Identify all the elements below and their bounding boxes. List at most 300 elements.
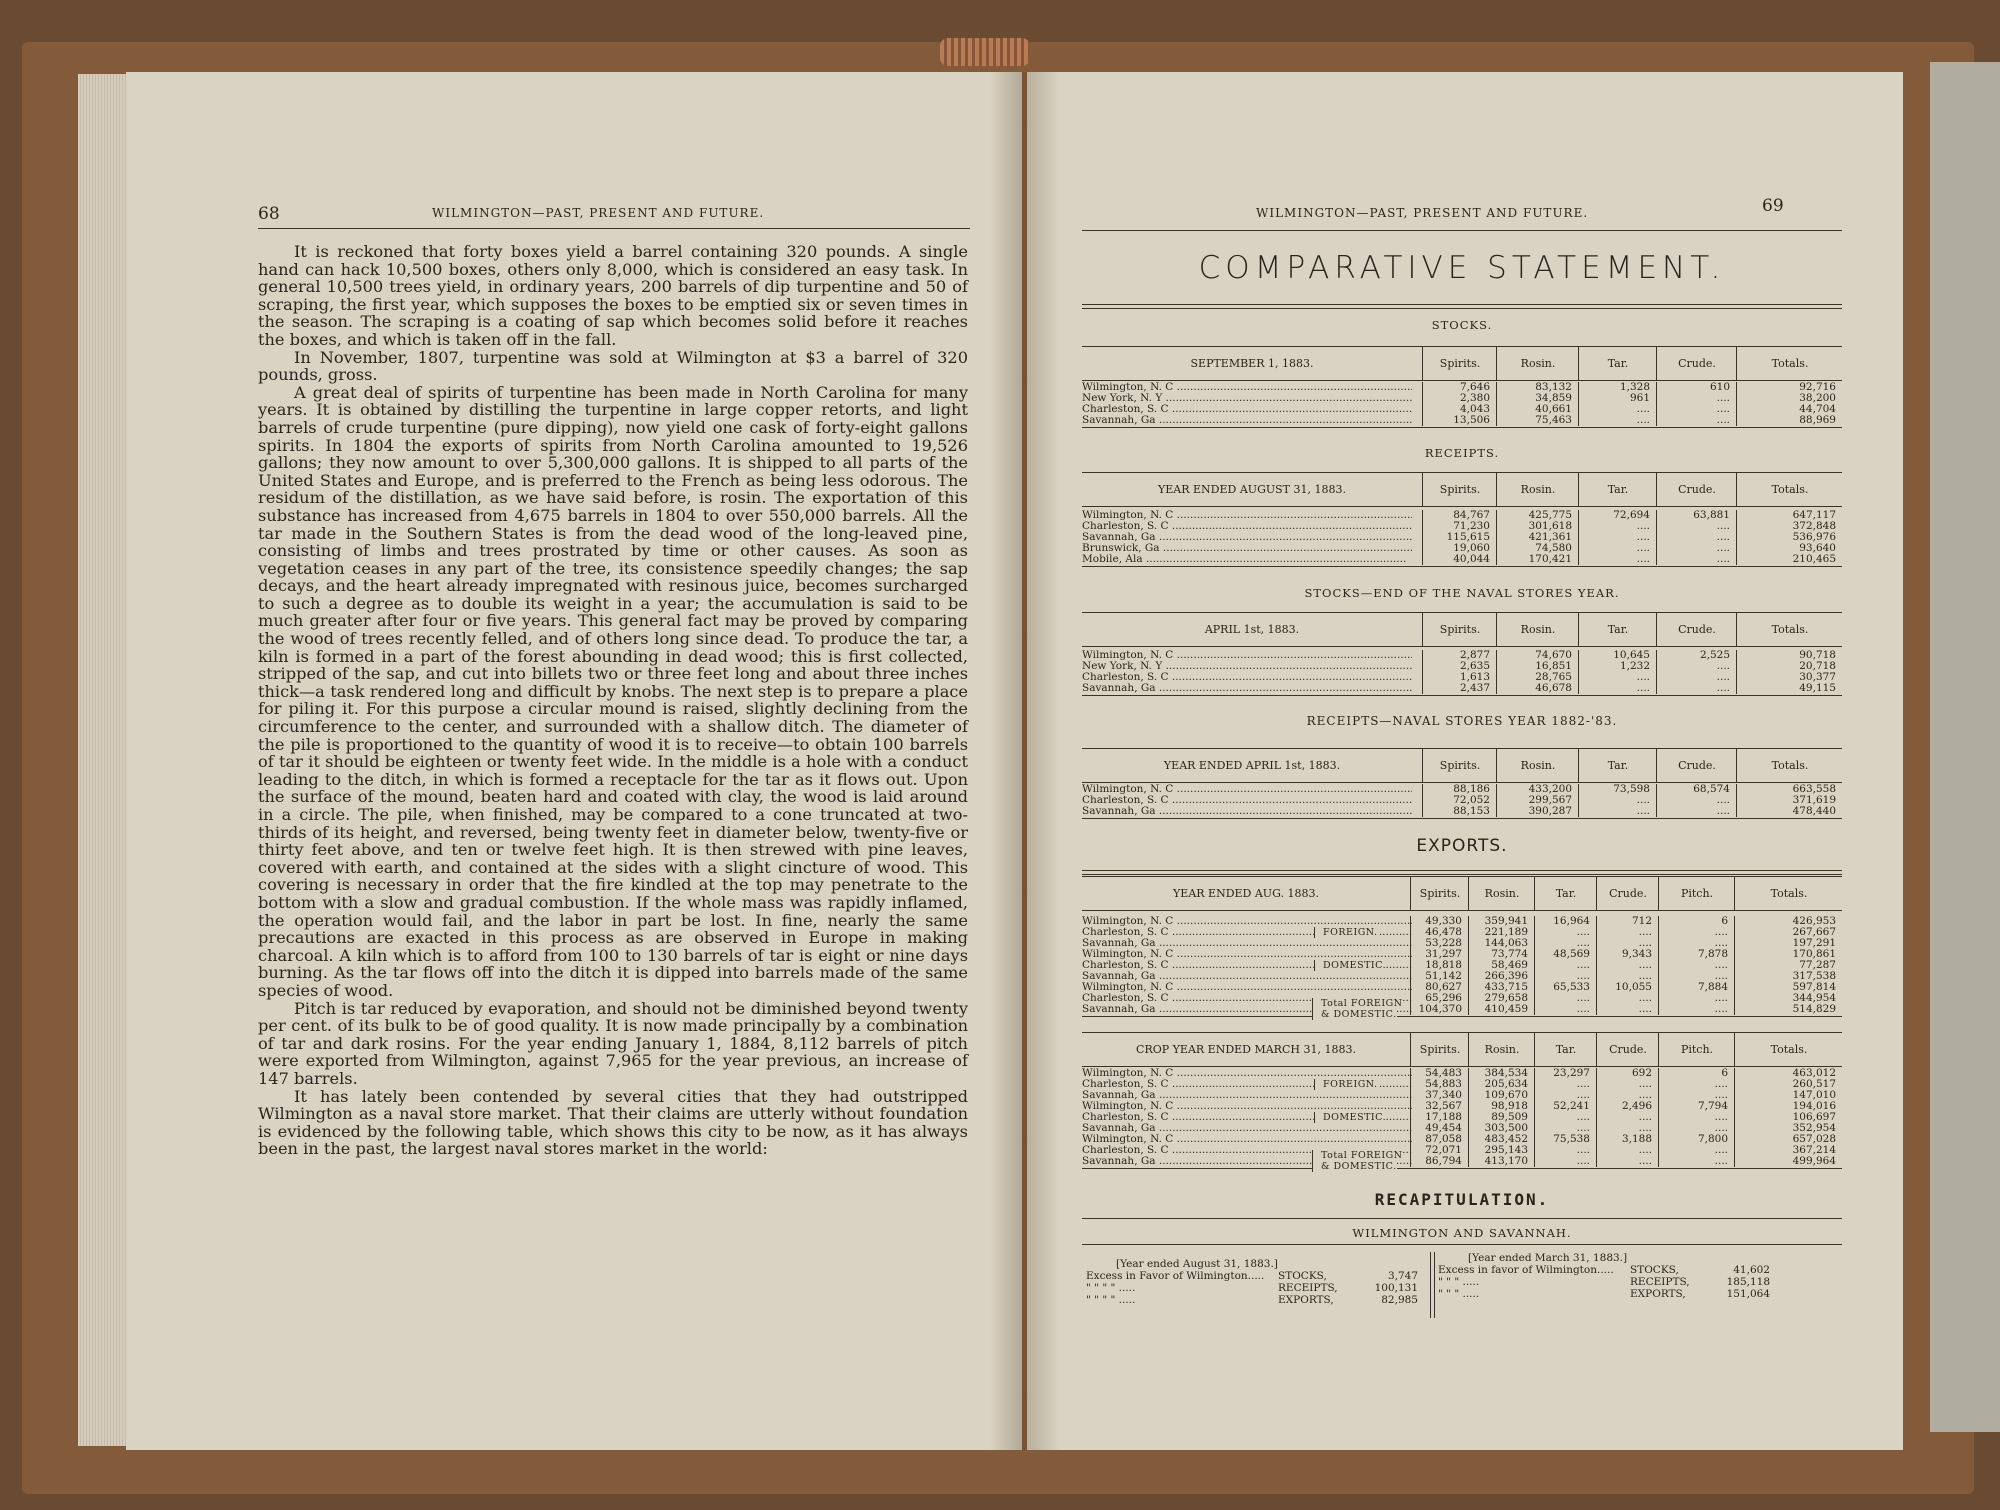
right-head-rule	[1082, 230, 1842, 231]
cell-value: 10,645	[1613, 650, 1650, 661]
cell-value: ....	[1714, 971, 1728, 982]
row-label: Savannah, Ga .....	[1082, 1090, 1412, 1101]
exports-double-rule	[1082, 870, 1842, 875]
cell-value: 44,704	[1799, 404, 1836, 415]
receipts-year-header	[1082, 748, 1842, 783]
row-label: Mobile, Ala .....	[1082, 554, 1412, 565]
column-header: Crude.	[1596, 1033, 1659, 1066]
cell-value: 109,670	[1484, 1090, 1528, 1101]
row-label: Savannah, Ga .....	[1082, 532, 1412, 543]
column-header: Crude.	[1656, 749, 1737, 782]
column-header: Rosin.	[1468, 877, 1535, 910]
table-bottom-rule	[1082, 1168, 1842, 1169]
column-header: Totals.	[1734, 877, 1843, 910]
stocks-end-table	[1082, 650, 1842, 694]
cell-value: 359,941	[1484, 916, 1528, 927]
recap-category: STOCKS,	[1630, 1264, 1679, 1276]
cell-value: ....	[1576, 927, 1590, 938]
row-label: Wilmington, N. C .....	[1082, 510, 1412, 521]
cell-value: 610	[1709, 382, 1730, 393]
stocks-table	[1082, 382, 1842, 426]
cell-value: ....	[1636, 554, 1650, 565]
cell-value: 46,678	[1535, 683, 1572, 694]
cell-value: ....	[1638, 1090, 1652, 1101]
cell-value: 98,918	[1491, 1101, 1528, 1112]
cell-value: ....	[1716, 672, 1730, 683]
row-label: Charleston, S. C .....	[1082, 927, 1412, 938]
table-row	[1082, 1090, 1842, 1101]
row-label: Charleston, S. C .....	[1082, 521, 1412, 532]
column-rule	[1596, 1068, 1597, 1167]
cell-value: 88,153	[1453, 806, 1490, 817]
cell-value: 267,667	[1792, 927, 1836, 938]
cell-value: 6	[1721, 916, 1728, 927]
recap-rule	[1082, 1218, 1842, 1219]
cell-value: 10,055	[1615, 982, 1652, 993]
column-header: Pitch.	[1658, 1033, 1735, 1066]
recap-label: Excess in Favor of Wilmington.....	[1086, 1270, 1265, 1282]
cell-value: 87,058	[1425, 1134, 1462, 1145]
left-head-rule	[258, 228, 970, 229]
cell-value: 170,861	[1792, 949, 1836, 960]
column-rule	[1734, 916, 1735, 1015]
row-label: Savannah, Ga .....	[1082, 938, 1412, 949]
cell-value: 170,421	[1528, 554, 1572, 565]
table-row	[1082, 916, 1842, 927]
recap-caption: WILMINGTON AND SAVANNAH.	[1352, 1226, 1572, 1240]
row-label: Charleston, S. C .....	[1082, 1112, 1412, 1123]
row-label: Charleston, S. C .....	[1082, 1145, 1412, 1156]
column-header: Pitch.	[1658, 877, 1735, 910]
column-rule	[1422, 382, 1423, 426]
cell-value: 499,964	[1792, 1156, 1836, 1167]
cell-value: 17,188	[1425, 1112, 1462, 1123]
cell-value: 421,361	[1528, 532, 1572, 543]
row-label: Savannah, Ga .....	[1082, 971, 1412, 982]
group-label: FOREIGN.	[1314, 927, 1378, 938]
recap-value: 41,602	[1733, 1264, 1770, 1276]
column-rule	[1578, 382, 1579, 426]
column-header: Tar.	[1578, 347, 1657, 380]
cell-value: 37,340	[1425, 1090, 1462, 1101]
book-spine-binding	[940, 38, 1030, 66]
cell-value: 371,619	[1792, 795, 1836, 806]
cell-value: 73,598	[1613, 784, 1650, 795]
column-rule	[1736, 650, 1737, 694]
cell-value: 514,829	[1792, 1004, 1836, 1015]
column-header: Crude.	[1656, 347, 1737, 380]
row-label: Wilmington, N. C .....	[1082, 382, 1412, 393]
column-rule	[1422, 650, 1423, 694]
cell-value: 88,186	[1453, 784, 1490, 795]
recap-label: Excess in favor of Wilmington.....	[1438, 1264, 1614, 1276]
receipts-caption: RECEIPTS.	[1424, 446, 1500, 460]
paragraph: In November, 1807, turpentine was sold at Wilmington at $3 a barrel of 320 pounds, gross.	[258, 347, 968, 385]
recap-label: " " " .....	[1438, 1288, 1480, 1300]
cell-value: 89,509	[1491, 1112, 1528, 1123]
table-bottom-rule	[1082, 695, 1842, 696]
column-header: Tar.	[1578, 613, 1657, 646]
cell-value: ....	[1636, 404, 1650, 415]
cell-value: 7,646	[1459, 382, 1490, 393]
column-rule	[1578, 650, 1579, 694]
receipts-header	[1082, 472, 1842, 507]
cell-value: 84,767	[1453, 510, 1490, 521]
right-running-head: WILMINGTON—PAST, PRESENT AND FUTURE.	[1256, 206, 1589, 220]
recap-label: " " " " .....	[1086, 1294, 1136, 1306]
cell-value: 1,613	[1459, 672, 1490, 683]
table-row	[1082, 806, 1842, 817]
cell-value: ....	[1576, 1090, 1590, 1101]
column-rule	[1736, 382, 1737, 426]
column-header: Spirits.	[1422, 749, 1497, 782]
table-row	[1082, 650, 1842, 661]
right-page-number: 69	[1762, 196, 1784, 216]
row-label: Brunswick, Ga .....	[1082, 543, 1412, 554]
cell-value: 93,640	[1799, 543, 1836, 554]
cell-value: 692	[1631, 1068, 1652, 1079]
cell-value: ....	[1576, 1079, 1590, 1090]
column-header: Totals.	[1734, 1033, 1843, 1066]
cell-value: 58,469	[1491, 960, 1528, 971]
cell-value: 19,060	[1453, 543, 1490, 554]
cell-value: 88,969	[1799, 415, 1836, 426]
cell-value: ....	[1638, 1079, 1652, 1090]
cell-value: ....	[1716, 521, 1730, 532]
cell-value: 31,297	[1425, 949, 1462, 960]
cell-value: 13,506	[1453, 415, 1490, 426]
table-row	[1082, 393, 1842, 404]
cell-value: ....	[1636, 683, 1650, 694]
left-page-body	[258, 243, 968, 1158]
row-label: Charleston, S. C .....	[1082, 993, 1412, 1004]
recap-right	[1438, 1252, 1838, 1300]
column-rule	[1656, 510, 1657, 565]
cell-value: 647,117	[1792, 510, 1836, 521]
table-row	[1082, 795, 1842, 806]
cell-value: 147,010	[1792, 1090, 1836, 1101]
column-rule	[1736, 510, 1737, 565]
table-row	[1082, 971, 1842, 982]
table-row	[1082, 1068, 1842, 1079]
recap-value: 185,118	[1726, 1276, 1770, 1288]
table-row	[1082, 1134, 1842, 1145]
group-label: FOREIGN.	[1314, 1079, 1378, 1090]
cell-value: ....	[1576, 1156, 1590, 1167]
table-row	[1082, 672, 1842, 683]
cell-value: 478,440	[1792, 806, 1836, 817]
crop-year-table	[1082, 1068, 1842, 1172]
cell-value: 34,859	[1535, 393, 1572, 404]
row-label: New York, N. Y .....	[1082, 393, 1412, 404]
row-label: New York, N. Y .....	[1082, 661, 1412, 672]
column-header: Spirits.	[1422, 473, 1497, 506]
group-label: & DOMESTIC.	[1312, 1009, 1397, 1020]
column-rule	[1410, 916, 1411, 1015]
recap-label: " " " " .....	[1086, 1282, 1136, 1294]
cell-value: 51,142	[1425, 971, 1462, 982]
recap-left-heading: [Year ended August 31, 1883.]	[1116, 1258, 1278, 1270]
cell-value: 80,627	[1425, 982, 1462, 993]
cell-value: ....	[1714, 1145, 1728, 1156]
cell-value: 75,463	[1535, 415, 1572, 426]
cell-value: 49,115	[1799, 683, 1836, 694]
stocks-caption: STOCKS.	[1431, 318, 1493, 332]
column-header: Tar.	[1534, 877, 1597, 910]
column-rule	[1410, 1068, 1411, 1167]
cell-value: 90,718	[1799, 650, 1836, 661]
row-label: Wilmington, N. C .....	[1082, 1101, 1412, 1112]
cell-value: ....	[1714, 1123, 1728, 1134]
column-rule	[1422, 784, 1423, 817]
column-rule	[1578, 510, 1579, 565]
cell-value: 16,964	[1553, 916, 1590, 927]
table-row	[1082, 554, 1842, 565]
right-page-edges	[1930, 62, 2000, 1432]
cell-value: ....	[1636, 795, 1650, 806]
column-rule	[1534, 916, 1535, 1015]
table-row	[1082, 1145, 1842, 1156]
cell-value: 48,569	[1553, 949, 1590, 960]
cell-value: 352,954	[1792, 1123, 1836, 1134]
cell-value: ....	[1636, 672, 1650, 683]
paragraph: It has lately been contended by several cities that they had outstripped Wilmington as a naval store market. That their claims are utterly without foundation is evidenced by the following table, which shows this city to be now, as it has always been in the past, the largest naval stores market in the world:	[258, 1086, 968, 1159]
column-rule	[1468, 916, 1469, 1015]
cell-value: 52,241	[1553, 1101, 1590, 1112]
cell-value: 463,012	[1792, 1068, 1836, 1079]
table-row	[1082, 404, 1842, 415]
table-row	[1082, 510, 1842, 521]
table-header-label: YEAR ENDED AUGUST 31, 1883.	[1158, 483, 1346, 496]
stocks-header	[1082, 346, 1842, 381]
column-header: Rosin.	[1496, 749, 1579, 782]
receipts-year-table	[1082, 784, 1842, 817]
cell-value: ....	[1716, 806, 1730, 817]
cell-value: 49,454	[1425, 1123, 1462, 1134]
cell-value: 2,496	[1621, 1101, 1652, 1112]
cell-value: 75,538	[1553, 1134, 1590, 1145]
stocks-end-caption: STOCKS—END OF THE NAVAL STORES YEAR.	[1304, 586, 1620, 600]
column-rule	[1468, 1068, 1469, 1167]
recap-value: 151,064	[1726, 1288, 1770, 1300]
table-bottom-rule	[1082, 566, 1842, 567]
cell-value: 86,794	[1425, 1156, 1462, 1167]
row-label: Wilmington, N. C .....	[1082, 949, 1412, 960]
page-gutter	[990, 72, 1060, 1450]
cell-value: 7,794	[1697, 1101, 1728, 1112]
cell-value: 30,377	[1799, 672, 1836, 683]
cell-value: 2,525	[1699, 650, 1730, 661]
cell-value: 266,396	[1484, 971, 1528, 982]
column-header: Crude.	[1596, 877, 1659, 910]
cell-value: 433,200	[1528, 784, 1572, 795]
cell-value: ....	[1714, 1079, 1728, 1090]
column-rule	[1656, 784, 1657, 817]
cell-value: ....	[1638, 1112, 1652, 1123]
table-row	[1082, 1004, 1842, 1015]
cell-value: ....	[1716, 661, 1730, 672]
cell-value: ....	[1716, 415, 1730, 426]
cell-value: 74,580	[1535, 543, 1572, 554]
recap-line	[1086, 1270, 1422, 1282]
group-label: Total FOREIGN	[1312, 1150, 1402, 1161]
cell-value: 303,500	[1484, 1123, 1528, 1134]
cell-value: ....	[1638, 1004, 1652, 1015]
row-label: Wilmington, N. C .....	[1082, 784, 1412, 795]
recap-value: 3,747	[1387, 1270, 1418, 1282]
cell-value: 72,071	[1425, 1145, 1462, 1156]
recap-line	[1086, 1294, 1422, 1306]
cell-value: 1,328	[1619, 382, 1650, 393]
cell-value: 83,132	[1535, 382, 1572, 393]
cell-value: 7,884	[1697, 982, 1728, 993]
cell-value: 299,567	[1528, 795, 1572, 806]
cell-value: 210,465	[1792, 554, 1836, 565]
cell-value: 77,287	[1799, 960, 1836, 971]
cell-value: ....	[1714, 938, 1728, 949]
cell-value: 372,848	[1792, 521, 1836, 532]
paragraph: It is reckoned that forty boxes yield a barrel containing 320 pounds. A single hand can hack 10,500 boxes, others only 8,000, which is considered an easy task. In general 10,500 trees yield, in ordinary years, 200 barrels of dip turpentine and 50 of scraping, the first year, which supposes the boxes to be emptied six or seven times in the season. The scraping is a coating of sap which becomes solid before it reaches the boxes, and which is taken off in the fall.	[258, 242, 968, 349]
cell-value: ....	[1576, 993, 1590, 1004]
recap-category: EXPORTS,	[1630, 1288, 1686, 1300]
table-row	[1082, 993, 1842, 1004]
cell-value: 425,775	[1528, 510, 1572, 521]
title-double-rule	[1082, 304, 1842, 309]
cell-value: 961	[1629, 393, 1650, 404]
cell-value: 2,437	[1459, 683, 1490, 694]
cell-value: ....	[1636, 532, 1650, 543]
cell-value: 2,877	[1459, 650, 1490, 661]
left-running-head: WILMINGTON—PAST, PRESENT AND FUTURE.	[432, 206, 765, 220]
receipts-table	[1082, 510, 1842, 565]
cell-value: 23,297	[1553, 1068, 1590, 1079]
cell-value: 390,287	[1528, 806, 1572, 817]
cell-value: 65,533	[1553, 982, 1590, 993]
row-label: Savannah, Ga .....	[1082, 1004, 1412, 1015]
recap-value: 100,131	[1374, 1282, 1418, 1294]
table-row	[1082, 927, 1842, 938]
column-rule	[1422, 510, 1423, 565]
column-header: Crude.	[1656, 473, 1737, 506]
table-row	[1082, 415, 1842, 426]
left-page-edges	[78, 74, 128, 1446]
column-rule	[1496, 784, 1497, 817]
cell-value: 71,230	[1453, 521, 1490, 532]
table-row	[1082, 1123, 1842, 1134]
receipts-year-caption: RECEIPTS—NAVAL STORES YEAR 1882-'83.	[1306, 714, 1618, 728]
cell-value: 279,658	[1484, 993, 1528, 1004]
cell-value: 7,800	[1697, 1134, 1728, 1145]
table-row	[1082, 543, 1842, 554]
cell-value: 73,774	[1491, 949, 1528, 960]
column-header: Totals.	[1736, 749, 1843, 782]
row-label: Charleston, S. C .....	[1082, 1079, 1412, 1090]
cell-value: ....	[1716, 404, 1730, 415]
cell-value: ....	[1716, 393, 1730, 404]
row-label: Wilmington, N. C .....	[1082, 916, 1412, 927]
cell-value: 72,052	[1453, 795, 1490, 806]
cell-value: 712	[1631, 916, 1652, 927]
table-row	[1082, 661, 1842, 672]
cell-value: ....	[1716, 554, 1730, 565]
cell-value: 344,954	[1792, 993, 1836, 1004]
group-label: DOMESTIC.	[1314, 960, 1386, 971]
cell-value: 384,534	[1484, 1068, 1528, 1079]
group-label: Total FOREIGN	[1312, 998, 1402, 1009]
cell-value: ....	[1636, 543, 1650, 554]
column-rule	[1658, 1068, 1659, 1167]
table-header-label: APRIL 1st, 1883.	[1204, 623, 1300, 636]
column-header: Spirits.	[1410, 1033, 1469, 1066]
cell-value: 9,343	[1621, 949, 1652, 960]
row-label: Savannah, Ga .....	[1082, 415, 1412, 426]
cell-value: ....	[1714, 927, 1728, 938]
cell-value: 53,228	[1425, 938, 1462, 949]
recap-line	[1438, 1276, 1838, 1288]
stocks-end-header	[1082, 612, 1842, 647]
table-row	[1082, 683, 1842, 694]
recap-category: STOCKS,	[1278, 1270, 1327, 1282]
cell-value: ....	[1638, 1145, 1652, 1156]
left-page-number: 68	[258, 204, 280, 224]
row-label: Wilmington, N. C .....	[1082, 982, 1412, 993]
cell-value: ....	[1576, 1112, 1590, 1123]
cell-value: 221,189	[1484, 927, 1528, 938]
group-label: & DOMESTIC.	[1312, 1161, 1397, 1172]
column-rule	[1658, 916, 1659, 1015]
cell-value: 46,478	[1425, 927, 1462, 938]
cell-value: 40,044	[1453, 554, 1490, 565]
cell-value: 410,459	[1484, 1004, 1528, 1015]
cell-value: ....	[1716, 795, 1730, 806]
row-label: Savannah, Ga .....	[1082, 1123, 1412, 1134]
paragraph: A great deal of spirits of turpentine has been made in North Carolina for many years. It is obtained by distilling the turpentine in large copper retorts, and light barrels of crude turpentine (pure dipping), now yield one cask of forty-eight gallons spirits. In 1804 the exports of spirits from North Carolina amounted to 19,526 gallons; they now amount to over 5,300,000 gallons. It is shipped to all parts of the United States and Europe, and is preferred to the French as being less odorous. The residum of the distillation, as we have said before, is rosin. The exportation of this substance has increased from 4,675 barrels in 1804 to over 550,000 barrels. All the tar made in the Southern States is from the dead wood of the long-leaved pine, consisting of limbs and trees prostrated by time or other causes. As soon as vegetation ceases in any part of the tree, its consistence speedily changes; the sap decays, and the heart already impregnated with resinous juice, becomes surcharged to such a degree as to double its weight in a year; the accumulation is said to be much greater after four or five years. This general fact may be proved by comparing the wood of trees recently felled, and of others long since dead. To produce the tar, a kiln is formed in a part of the forest abounding in dead wood; this is first collected, stripped of the sap, and cut into billets two or three feet long and about three inches thick—a task rendered long and difficult by knobs. The next step is to prepare a place for piling it. For this purpose a circular mound is raised, slightly declining from the circumference to the center, and surrounded with a shallow ditch. The diameter of the pile is proportioned to the quantity of wood it is to receive—to obtain 100 barrels of tar it should be eighteen or twenty feet wide. In the middle is a hole with a conduct leading to the ditch, in which is formed a receptacle for the tar as it flows out. Upon the surface of the mound, beaten hard and coated with clay, the wood is laid around in a circle. The pile, when finished, may be compared to a cone truncated at two-thirds of its height, and reversed, being twenty feet in diameter below, twenty-five or thirty feet above, and ten or twelve feet high. It is then strewed with pine leaves, covered with earth, and contained at the sides with a slight cincture of wood. This covering is necessary in order that the fire kindled at the top may penetrate to the bottom with a slow and gradual combustion. If the whole mass was rapidly inflamed, the operation would fail, and the labor in part be lost. In fine, nearly the same precautions are exacted in this process as are observed in Europe in making charcoal. A kiln which is to afford from 100 to 130 barrels of tar is eight or nine days burning. As the tar flows off into the ditch it is dipped into barrels made of the same species of wood.	[258, 382, 968, 1000]
cell-value: 317,538	[1792, 971, 1836, 982]
cell-value: 38,200	[1799, 393, 1836, 404]
cell-value: 7,878	[1697, 949, 1728, 960]
cell-value: 74,670	[1535, 650, 1572, 661]
cell-value: 54,483	[1425, 1068, 1462, 1079]
exports-table	[1082, 916, 1842, 1020]
cell-value: ....	[1638, 960, 1652, 971]
row-label: Charleston, S. C .....	[1082, 960, 1412, 971]
recap-title: RECAPITULATION.	[1374, 1190, 1550, 1209]
column-header: Totals.	[1736, 347, 1843, 380]
cell-value: 2,635	[1459, 661, 1490, 672]
exports-caption: EXPORTS.	[1416, 836, 1508, 856]
column-rule	[1734, 1068, 1735, 1167]
cell-value: ....	[1714, 1112, 1728, 1123]
cell-value: 1,232	[1619, 661, 1650, 672]
cell-value: ....	[1576, 938, 1590, 949]
cell-value: ....	[1576, 971, 1590, 982]
page-title: COMPARATIVE STATEMENT.	[1198, 250, 1726, 286]
column-header: Rosin.	[1496, 347, 1579, 380]
table-row	[1082, 532, 1842, 543]
cell-value: 301,618	[1528, 521, 1572, 532]
table-header-label: SEPTEMBER 1, 1883.	[1190, 357, 1314, 370]
row-label: Savannah, Ga .....	[1082, 683, 1412, 694]
recap-line	[1086, 1282, 1422, 1294]
cell-value: ....	[1714, 993, 1728, 1004]
column-header: Tar.	[1578, 473, 1657, 506]
cell-value: ....	[1576, 1123, 1590, 1134]
cell-value: 6	[1721, 1068, 1728, 1079]
row-label: Wilmington, N. C .....	[1082, 1134, 1412, 1145]
cell-value: ....	[1716, 683, 1730, 694]
column-header: Totals.	[1736, 473, 1843, 506]
exports-header	[1082, 876, 1842, 911]
